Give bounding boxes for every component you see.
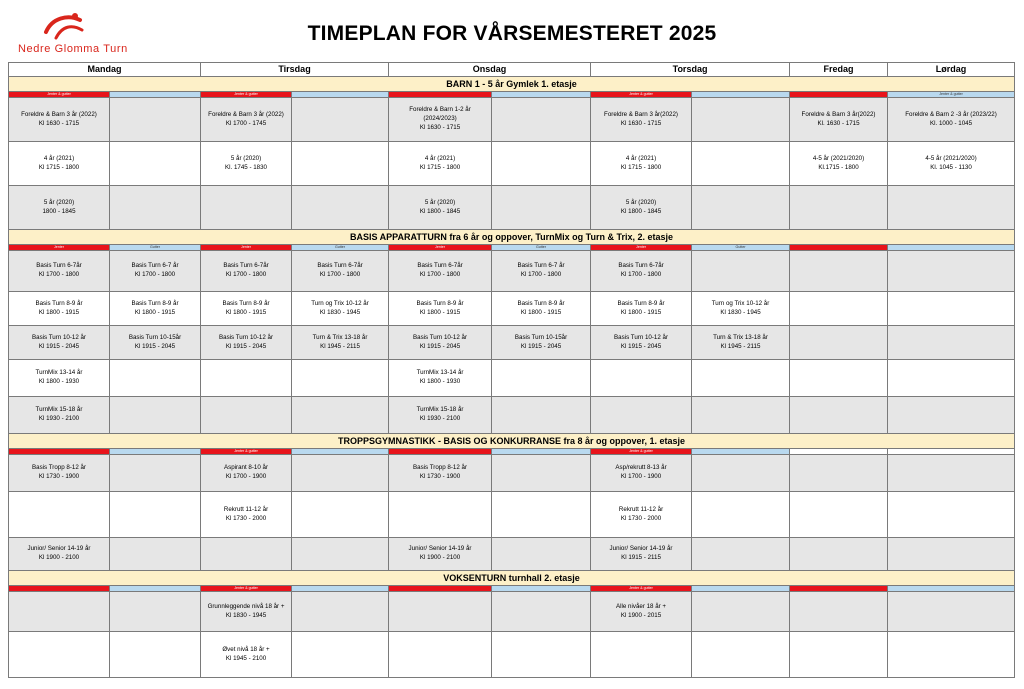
empty-cell [389,592,492,632]
empty-cell [110,142,201,186]
class-time: Kl 1830 - 1945 [319,308,361,316]
empty-cell [110,360,201,397]
empty-cell [201,397,292,434]
empty-cell [201,186,292,230]
empty-cell [692,98,790,142]
class-time: Kl 1730 - 1900 [419,473,461,481]
class-name: 5 år (2020) [43,198,75,206]
class-time: Kl 1930 - 2100 [38,415,80,423]
class-time: Kl 1730 - 2000 [620,514,662,522]
empty-cell [790,492,888,538]
schedule-row [9,98,1015,142]
class-cell [591,186,692,230]
empty-cell [201,538,292,571]
class-name: Basis Turn 6-7år [36,262,82,270]
group-label-bar: Jenter & gutter [591,586,692,592]
empty-cell [790,397,888,434]
class-time: Kl 1700 - 1800 [134,271,176,279]
class-cell [591,492,692,538]
class-name: Foreldre & Barn 3 år (2022) [21,110,97,118]
empty-cell [888,251,1015,292]
class-time: Kl 1800 - 1915 [134,308,176,316]
empty-cell [591,360,692,397]
class-time: Kl 1800 - 1915 [225,308,267,316]
empty-cell [292,397,389,434]
class-cell [9,98,110,142]
class-time: Kl 1700 - 1800 [319,271,361,279]
class-cell [9,142,110,186]
class-name: Alle nivåer 18 år + [616,602,667,610]
class-time: Kl 1630 - 1715 [38,119,80,127]
class-name: Junior/ Senior 14-19 år [609,545,673,553]
day-header-4: Torsdag [591,63,790,77]
group-label-bar: Jenter [389,245,492,251]
empty-cell [292,98,389,142]
group-label-bar: Jenter & gutter [201,449,292,455]
class-name: Basis Turn 8-9 år [517,299,565,307]
class-time: Kl 1830 - 1945 [720,308,761,316]
class-name: TurnMix 13-14 år [35,369,83,377]
empty-cell [692,455,790,492]
empty-cell [201,360,292,397]
class-cell [389,98,492,142]
class-name: 4-5 år (2021/2020) [812,154,865,162]
empty-cell [292,592,389,632]
class-name: Basis Turn 6-7år [618,262,664,270]
class-time: Kl 1945 - 2115 [320,342,360,350]
empty-cell [110,98,201,142]
empty-cell [492,98,591,142]
group-label-bar: Jenter [201,245,292,251]
class-time: Kl.1715 - 1800 [818,163,859,171]
empty-cell [110,397,201,434]
class-cell [201,592,292,632]
empty-cell [292,538,389,571]
group-label-bar: Jenter [591,245,692,251]
empty-cell [790,326,888,360]
class-time: Kl 1800 - 1845 [419,207,461,215]
class-time: Kl 1945 - 2115 [720,342,761,350]
section-header-row [9,77,1015,92]
empty-cell [389,492,492,538]
empty-cell [888,397,1015,434]
class-time: Kl. 1745 - 1830 [225,163,267,171]
class-cell [201,292,292,326]
class-name: Basis Turn 10-12 år [219,333,274,341]
class-cell [591,455,692,492]
day-header-6: Lørdag [888,63,1015,77]
class-cell [591,98,692,142]
class-name: Basis Turn 6-7 år [517,262,565,270]
class-time: Kl 1800 - 1915 [520,308,562,316]
class-cell [9,397,110,434]
class-time: Kl 1800 - 1845 [620,207,662,215]
class-name: Foreldre & Barn 3 år (2022) [208,110,284,118]
group-label-bar: Gutter [692,245,790,251]
class-cell [201,98,292,142]
empty-cell [790,292,888,326]
class-name: Grunnleggende nivå 18 år + [207,602,285,610]
empty-cell [110,538,201,571]
class-name: Turn og Trix 10-12 år [711,299,770,307]
class-name: Rekrutt 11-12 år [223,505,269,513]
group-label-bar: Gutter [110,245,201,251]
class-name: Basis Turn 10-12 år [32,333,86,341]
class-time: Kl. 1630 - 1715 [817,119,860,127]
class-name: Basis Turn 10-12 år [413,333,468,341]
class-cell [389,142,492,186]
class-name: TurnMix 15-18 år [35,406,83,414]
class-name: Turn & Trix 13-18 år [312,333,368,341]
group-label-bar: Jenter [9,245,110,251]
class-name: Junior/ Senior 14-19 år [27,545,91,553]
class-name: Foreldre & Barn 1-2 år [409,106,471,114]
group-label-bar: Jenter & gutter [591,92,692,98]
empty-cell [292,142,389,186]
empty-cell [292,186,389,230]
empty-cell [790,360,888,397]
class-cell [591,251,692,292]
class-cell [110,251,201,292]
class-cell [9,538,110,571]
class-name: Basis Tropp 8-12 år [32,464,86,472]
class-time: Kl 1630 - 1715 [419,124,461,132]
class-cell [389,292,492,326]
class-name: Junior/ Senior 14-19 år [408,545,472,553]
group-label-bar: Gutter [292,245,389,251]
class-time: Kl 1800 - 1930 [419,378,461,386]
class-time: Kl 1930 - 2100 [419,415,461,423]
class-cell [591,326,692,360]
class-name: Basis Turn 8-9 år [617,299,665,307]
class-cell [389,455,492,492]
empty-cell [692,397,790,434]
empty-cell [692,360,790,397]
class-name: Basis Turn 6-7år [317,262,363,270]
class-cell [201,492,292,538]
schedule-row [9,592,1015,632]
schedule-row [9,397,1015,434]
empty-cell [888,592,1015,632]
class-name: Basis Turn 8-9 år [35,299,83,307]
class-cell [292,251,389,292]
schedule-row [9,292,1015,326]
empty-cell [9,632,110,678]
section-header-row [9,571,1015,586]
schedule-row [9,251,1015,292]
empty-cell [492,592,591,632]
class-name: Foreldre & Barn 3 år(2022) [604,110,678,118]
empty-cell [9,592,110,632]
class-cell [389,360,492,397]
class-time: Kl 1715 - 1800 [620,163,662,171]
class-name: 4 år (2021) [43,154,75,162]
empty-cell [110,592,201,632]
class-time: Kl 1900 - 2100 [419,554,461,562]
class-time: Kl 1900 - 2100 [38,554,80,562]
class-time: Kl 1715 - 1800 [419,163,461,171]
class-time: Kl 1700 - 1800 [620,271,662,279]
class-name: Aspirant 8-10 år [224,464,269,472]
day-header-row [9,63,1015,77]
schedule-row [9,455,1015,492]
empty-cell [888,538,1015,571]
class-cell [9,326,110,360]
class-name: Turn og Trix 10-12 år [311,299,369,307]
schedule-row [9,632,1015,678]
class-time: Kl 1800 - 1930 [38,378,80,386]
class-cell [888,142,1015,186]
class-time: Kl 1715 - 1800 [38,163,80,171]
schedule-row [9,538,1015,571]
class-cell [492,251,591,292]
class-name: 5 år (2020) [230,154,262,162]
day-header-1: Mandag [9,63,201,77]
class-name: Øvet nivå 18 år + [222,645,270,653]
class-cell [790,98,888,142]
empty-cell [888,326,1015,360]
empty-cell [692,142,790,186]
class-time: Kl. 1045 - 1130 [930,163,972,171]
class-cell [888,98,1015,142]
section-title: BASIS APPARATTURN fra 6 år og oppover, TurnMix og Turn & Trix, 2. etasje [9,230,1015,245]
schedule-row [9,360,1015,397]
empty-cell [888,186,1015,230]
class-cell [110,326,201,360]
section-header-row [9,230,1015,245]
class-cell [790,142,888,186]
class-name: Basis Turn 6-7år [223,262,269,270]
class-name: Basis Turn 8-9 år [416,299,464,307]
class-time: Kl 1915 - 2045 [419,342,461,350]
class-cell [9,360,110,397]
class-time: Kl 1700 - 1800 [38,271,80,279]
class-time: Kl 1915 - 2045 [520,342,562,350]
class-name: Asp/rekrutt 8-13 år [615,464,667,472]
class-time: Kl 1730 - 1900 [38,473,80,481]
schedule-row [9,492,1015,538]
empty-cell [888,492,1015,538]
empty-cell [492,455,591,492]
class-cell [692,292,790,326]
class-name: Basis Turn 10-12 år [614,333,669,341]
empty-cell [110,492,201,538]
class-cell [9,292,110,326]
empty-cell [692,492,790,538]
class-cell [201,632,292,678]
class-cell [201,326,292,360]
empty-cell [389,632,492,678]
class-time: Kl 1915 - 2045 [134,342,176,350]
class-time: Kl 1730 - 2000 [225,514,267,522]
class-cell [591,142,692,186]
class-name: 4 år (2021) [424,154,456,162]
class-cell [110,292,201,326]
empty-cell [9,492,110,538]
empty-cell [888,360,1015,397]
empty-cell [292,492,389,538]
empty-cell [692,538,790,571]
class-cell [389,326,492,360]
group-label-bar: Jenter & gutter [591,449,692,455]
group-label-bar: Jenter & gutter [888,92,1015,98]
empty-cell [790,592,888,632]
class-time: Kl 1700 - 1745 [225,119,267,127]
class-name: Foreldre & Barn 3 år(2022) [801,110,876,118]
class-cell [9,186,110,230]
empty-cell [110,186,201,230]
class-name: Turn & Trix 13-18 år [713,333,768,341]
class-name: Basis Tropp 8-12 år [413,464,468,472]
empty-cell [692,632,790,678]
section-title: BARN 1 - 5 år Gymlek 1. etasje [9,77,1015,92]
page-title: TIMEPLAN FOR VÅRSEMESTERET 2025 [307,22,717,45]
day-header-5: Fredag [790,63,888,77]
class-name: Basis Turn 6-7år [417,262,463,270]
class-time: Kl 1700 - 1900 [620,473,662,481]
class-cell [591,538,692,571]
empty-cell [790,455,888,492]
empty-cell [692,186,790,230]
class-time: Kl. 1000 - 1045 [930,119,973,127]
class-cell [492,326,591,360]
class-cell [201,455,292,492]
class-cell [389,397,492,434]
group-label-bar: Gutter [492,245,591,251]
section-title: VOKSENTURN turnhall 2. etasje [9,571,1015,586]
empty-cell [492,397,591,434]
class-name: TurnMix 15-18 år [416,406,464,414]
empty-cell [692,592,790,632]
class-time: Kl 1800 - 1915 [38,308,80,316]
empty-cell [492,538,591,571]
empty-cell [790,186,888,230]
class-cell [9,251,110,292]
empty-cell [591,632,692,678]
class-time: Kl 1800 - 1915 [419,308,461,316]
empty-cell [591,397,692,434]
empty-cell [492,492,591,538]
class-name: (2024/2023) [423,115,457,123]
class-name: Basis Turn 8-9 år [222,299,270,307]
section-title: TROPPSGYMNASTIKK - BASIS OG KONKURRANSE fra 8 år og oppover, 1. etasje [9,434,1015,449]
class-time: Kl 1915 - 2045 [620,342,662,350]
class-name: TurnMix 13-14 år [416,369,464,377]
class-time: Kl 1900 - 2015 [620,611,662,619]
class-cell [389,186,492,230]
day-header-2: Tirsdag [201,63,389,77]
class-time: Kl 1915 - 2045 [38,342,80,350]
group-label-bar: Jenter & gutter [201,92,292,98]
empty-cell [790,632,888,678]
empty-cell [492,186,591,230]
class-name: 5 år (2020) [625,198,657,206]
class-time: 1800 - 1845 [42,207,76,215]
class-cell [292,326,389,360]
class-cell [389,538,492,571]
class-cell [389,251,492,292]
class-time: Kl 1800 - 1915 [620,308,662,316]
empty-cell [292,360,389,397]
class-time: Kl 1945 - 2100 [225,654,267,662]
class-name: Rekrutt 11-12 år [618,505,664,513]
logo-text: Nedre Glomma Turn [18,43,128,55]
class-cell [201,142,292,186]
empty-cell [292,632,389,678]
class-cell [492,292,591,326]
empty-cell [492,632,591,678]
empty-cell [888,292,1015,326]
empty-cell [888,455,1015,492]
empty-cell [790,251,888,292]
empty-cell [292,455,389,492]
schedule-row [9,326,1015,360]
empty-cell [110,455,201,492]
empty-cell [692,251,790,292]
class-time: Kl 1700 - 1800 [520,271,562,279]
class-cell [591,292,692,326]
class-time: Kl 1700 - 1800 [225,271,267,279]
empty-cell [888,632,1015,678]
class-time: Kl 1915 - 2115 [621,554,661,562]
class-time: Kl 1630 - 1715 [620,119,662,127]
class-time: Kl 1830 - 1945 [225,611,267,619]
class-cell [9,455,110,492]
group-label-bar: Jenter & gutter [9,92,110,98]
class-time: Kl 1700 - 1900 [225,473,267,481]
class-name: Basis Turn 10-15år [514,333,568,341]
class-name: 5 år (2020) [424,198,456,206]
schedule-row [9,186,1015,230]
class-cell [201,251,292,292]
empty-cell [110,632,201,678]
class-cell [292,292,389,326]
class-name: Foreldre & Barn 2 -3 år (2023/22) [905,110,997,118]
empty-cell [790,538,888,571]
schedule-table [8,62,1015,678]
class-name: Basis Turn 8-9 år [131,299,179,307]
empty-cell [492,142,591,186]
day-header-3: Onsdag [389,63,591,77]
class-name: Basis Turn 10-15år [128,333,182,341]
class-time: Kl 1915 - 2045 [225,342,267,350]
class-name: 4-5 år (2021/2020) [925,154,977,162]
schedule-row [9,142,1015,186]
empty-cell [492,360,591,397]
group-label-bar: Jenter & gutter [201,586,292,592]
class-name: Basis Turn 6-7 år [131,262,179,270]
class-cell [692,326,790,360]
class-cell [591,592,692,632]
section-header-row [9,434,1015,449]
class-name: 4 år (2021) [625,154,657,162]
class-time: Kl 1700 - 1800 [419,271,461,279]
